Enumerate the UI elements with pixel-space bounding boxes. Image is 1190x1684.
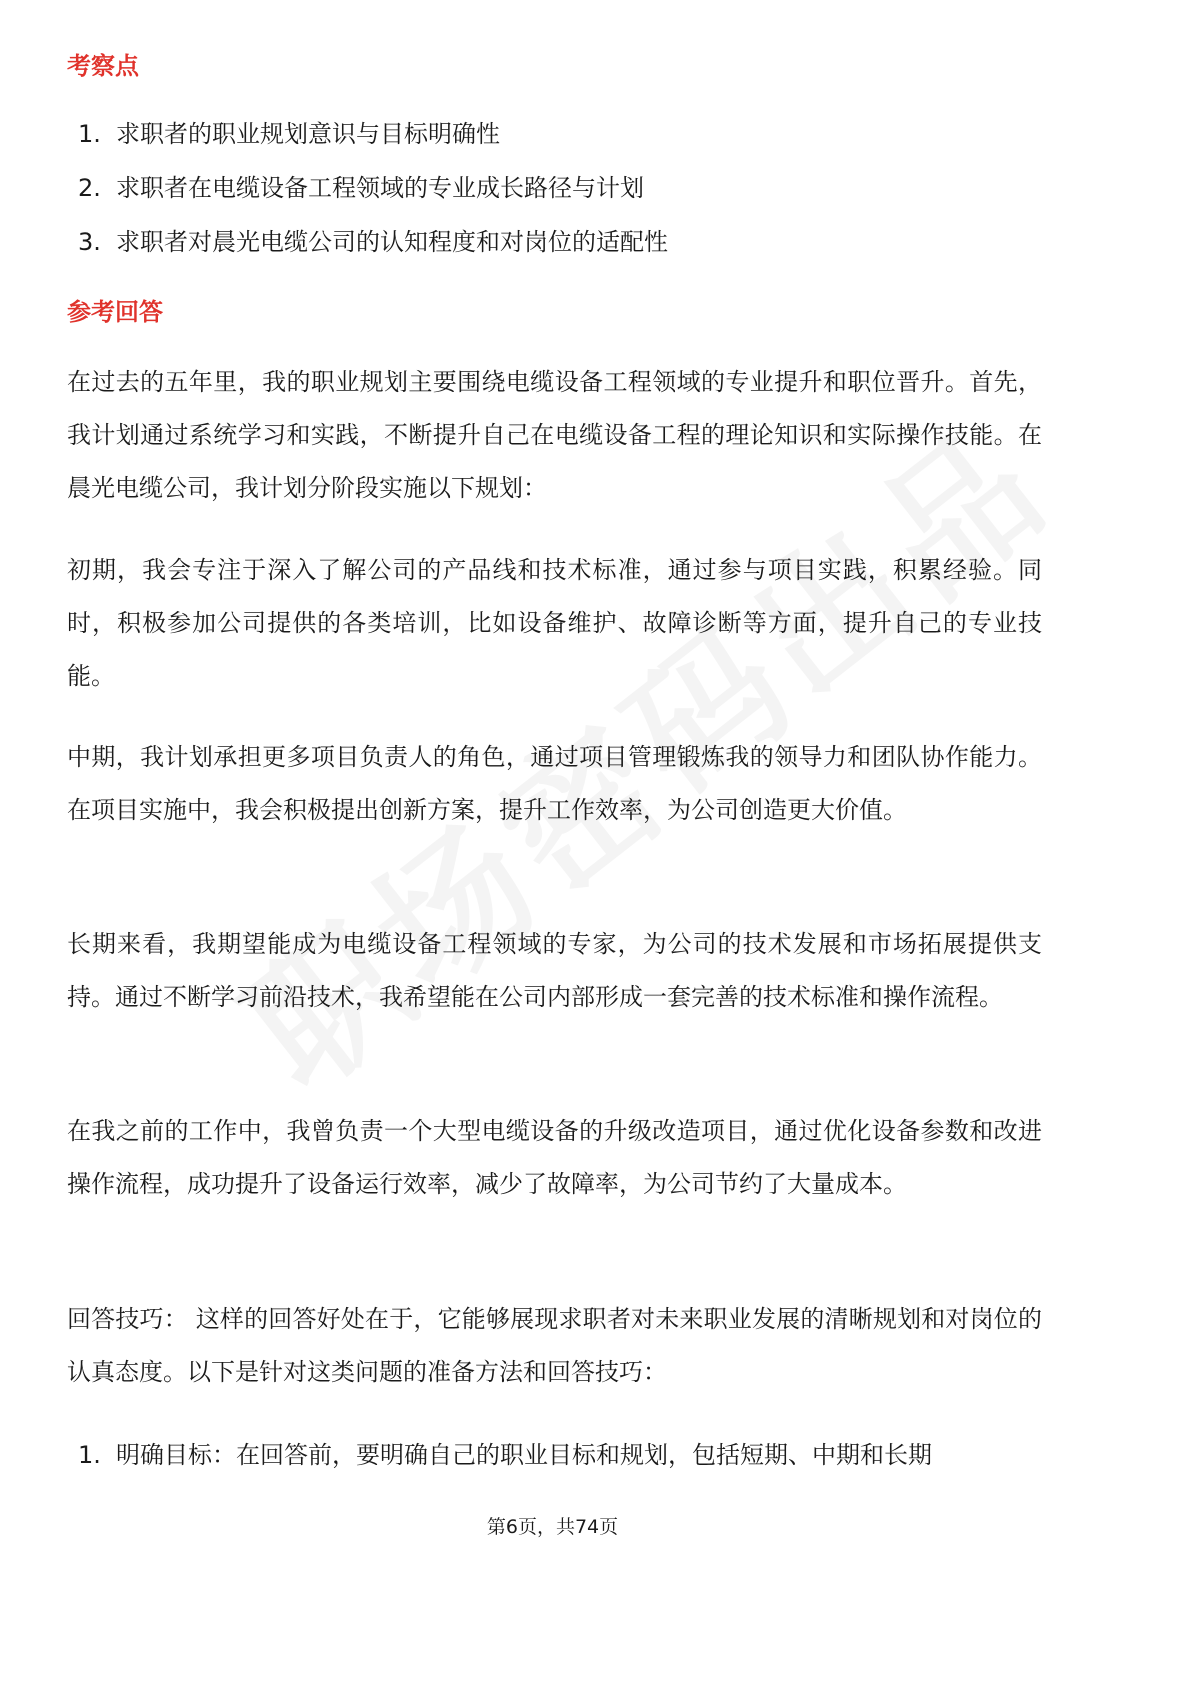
section-title-checkpoints: 考察点 — [67, 52, 139, 80]
list-number: 2. — [78, 174, 101, 202]
list-text: 求职者对晨光电缆公司的认知程度和对岗位的适配性 — [116, 228, 668, 256]
page-footer: 第6页，共74页 — [486, 1516, 619, 1538]
checkpoint-item — [78, 122, 500, 146]
list-number: 1. — [78, 1441, 101, 1469]
list-text: 求职者的职业规划意识与目标明确性 — [116, 120, 500, 148]
list-number: 3. — [78, 228, 101, 256]
tip-item — [78, 1443, 932, 1467]
section-title-reference-answer: 参考回答 — [67, 298, 163, 326]
answer-paragraph: 中期，我计划承担更多项目负责人的角色，通过项目管理锻炼我的领导力和团队协作能力。在项目实施中，我会积极提出创新方案，提升工作效率，为公司创造更大价值。 — [67, 743, 1042, 824]
checkpoint-item — [78, 230, 668, 254]
answer-paragraph: 在过去的五年里，我的职业规划主要围绕电缆设备工程领域的专业提升和职位晋升。首先，我计划通过系统学习和实践，不断提升自己在电缆设备工程的理论知识和实际操作技能。在晨光电缆公司，我计划分阶段实施以下规划： — [67, 368, 1042, 502]
answer-paragraph: 初期，我会专注于深入了解公司的产品线和技术标准，通过参与项目实践，积累经验。同时，积极参加公司提供的各类培训，比如设备维护、故障诊断等方面，提升自己的专业技能。 — [67, 556, 1042, 690]
answer-paragraph: 长期来看，我期望能成为电缆设备工程领域的专家，为公司的技术发展和市场拓展提供支持。通过不断学习前沿技术，我希望能在公司内部形成一套完善的技术标准和操作流程。 — [67, 930, 1042, 1011]
checkpoint-item — [78, 176, 644, 200]
tips-paragraph: 回答技巧： 这样的回答好处在于，它能够展现求职者对未来职业发展的清晰规划和对岗位的认真态度。以下是针对这类问题的准备方法和回答技巧： — [67, 1305, 1042, 1386]
list-number: 1. — [78, 120, 101, 148]
list-text: 明确目标：在回答前，要明确自己的职业目标和规划，包括短期、中期和长期 — [116, 1441, 932, 1469]
answer-paragraph: 在我之前的工作中，我曾负责一个大型电缆设备的升级改造项目，通过优化设备参数和改进操作流程，成功提升了设备运行效率，减少了故障率，为公司节约了大量成本。 — [67, 1117, 1042, 1198]
list-text: 求职者在电缆设备工程领域的专业成长路径与计划 — [116, 174, 644, 202]
